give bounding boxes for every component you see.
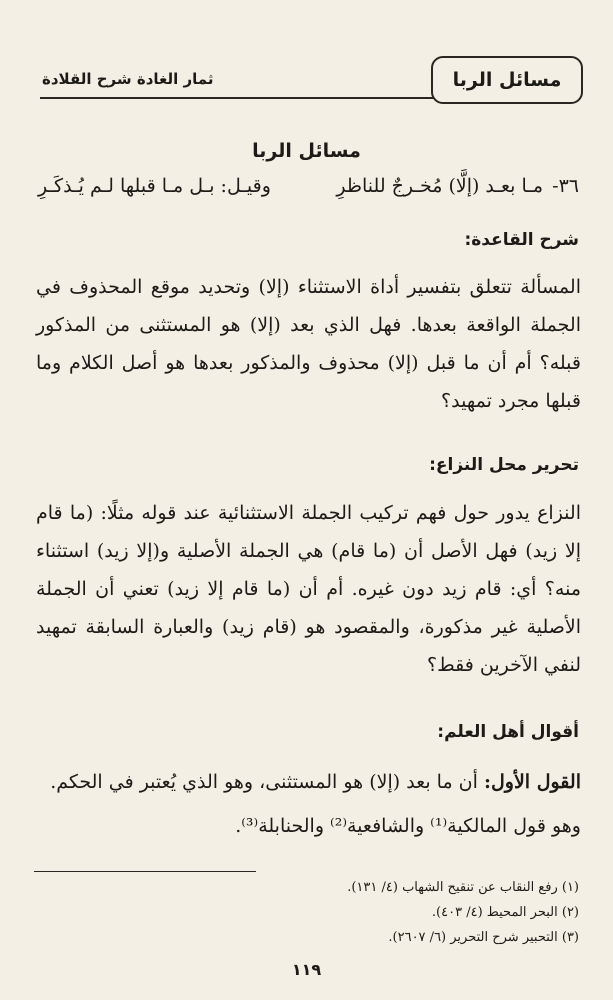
footnote-rule bbox=[34, 871, 256, 872]
chapter-title: مسائل الربا bbox=[452, 69, 562, 91]
opinion-one bbox=[36, 763, 581, 801]
footnote-1: (١) رفع النقاب عن تنقيح الشهاب (٤/ ١٣١). bbox=[347, 880, 579, 895]
paragraph-dispute: النزاع يدور حول فهم تركيب الجملة الاستثنائية عند قوله مثلًا: (ما قام إلا زيد) فهل الأصل أن (ما قام) هي الجملة الأصلية و(إلا زيد) استثناء منه؟ أي: قام زيد دون غيره. أم أن (ما قام إلا زيد) تعني أن الجملة الأصلية غير مذكورة، والمقصود هو (قام زيد) والعبارة السابقة تمهيد لنفي الآخرين فقط؟ bbox=[36, 502, 581, 676]
paragraph-rule: المسألة تتعلق بتفسير أداة الاستثناء (إلا) وتحديد موقع المحذوف في الجملة الواقعة بعدها. فهل الذي بعد (إلا) هو المستثنى من المذكور قبله؟ أم أن ما قبل (إلا) محذوف والمذكور بعدها هو أصل الكلام وما قبلها مجرد تمهيد؟ bbox=[36, 276, 581, 412]
footnote-2: (٢) البحر المحيط (٤/ ٤٠٣). bbox=[431, 905, 579, 920]
opinion-one-attribution: وهو قول المالكية⁽¹⁾ والشافعية⁽²⁾ والحنابلة⁽³⁾. bbox=[235, 815, 581, 837]
verse-number: ٣٦- bbox=[552, 175, 579, 197]
book-title: ثمار الغادة شرح القلادة bbox=[42, 70, 214, 88]
scholars-heading: أقوال أهل العلم: bbox=[437, 722, 579, 742]
footnote-3: (٣) التحبير شرح التحرير (٦/ ٢٦٠٧). bbox=[388, 930, 579, 945]
verse-first-hemistich: مـا بعـد (إلَّا) مُخـرجٌ للناظرِ bbox=[336, 175, 543, 197]
chapter-title-box bbox=[431, 56, 583, 104]
opinion-one-label: القول الأول: bbox=[483, 771, 581, 793]
rule-heading: شرح القاعدة: bbox=[464, 230, 579, 250]
section-title: مسائل الربا bbox=[252, 140, 361, 162]
opinion-one-text: أن ما بعد (إلا) هو المستثنى، وهو الذي يُعتبر في الحكم. bbox=[50, 771, 478, 793]
verse-second-hemistich: وقيـل: بـل مـا قبلها لـم يُـذكَـرِ bbox=[38, 175, 271, 197]
page-number: ١١٩ bbox=[291, 960, 322, 979]
dispute-heading: تحرير محل النزاع: bbox=[429, 455, 579, 475]
